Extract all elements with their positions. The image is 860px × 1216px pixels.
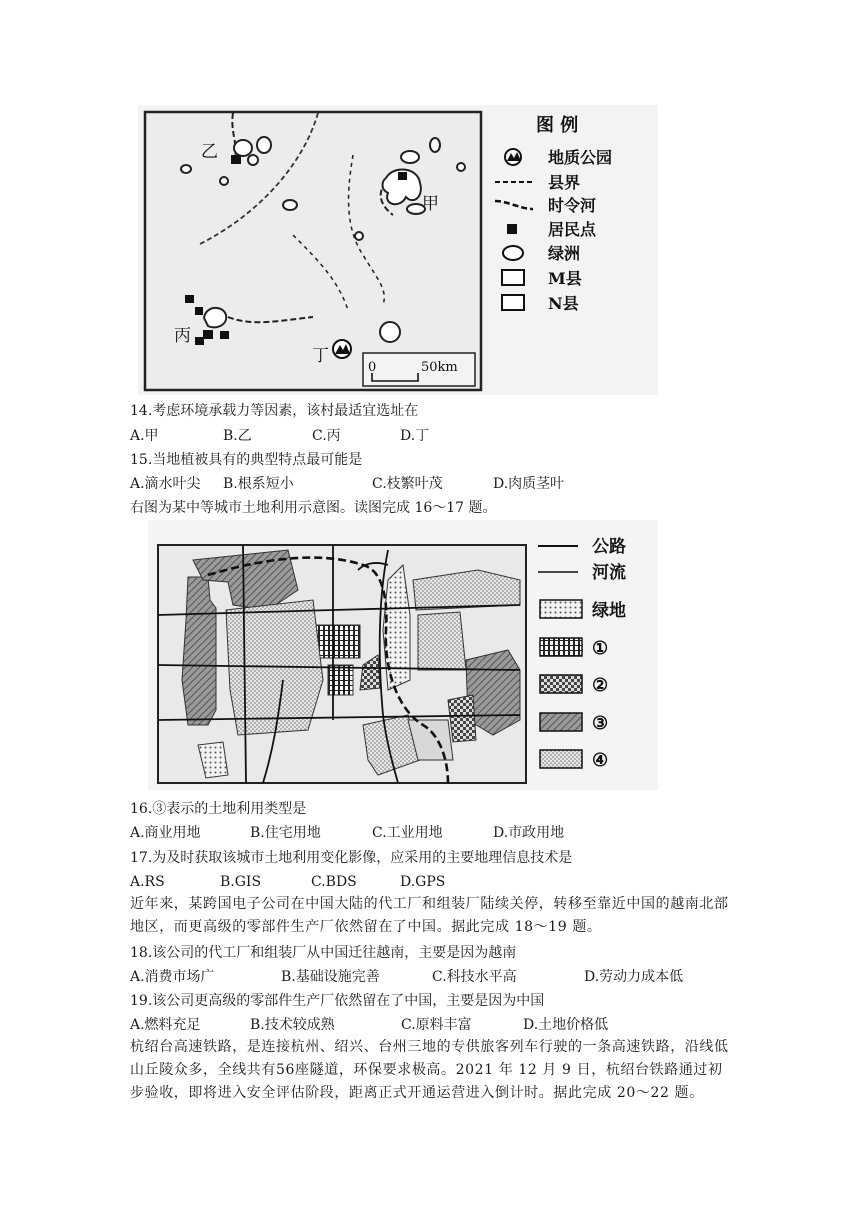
- svg-text:图 例: 图 例: [536, 115, 579, 136]
- option-d: D.GPS: [400, 874, 446, 890]
- question-19: 19.该公司更高级的零部件生产厂依然留在了中国，主要是因为中国: [130, 993, 545, 1009]
- label-bing: 丙: [174, 326, 191, 346]
- svg-text:绿地: 绿地: [592, 601, 626, 621]
- intro-16-17: 右图为某中等城市土地利用示意图。读图完成 16～17 题。: [130, 500, 497, 516]
- option-c: C.工业用地: [372, 825, 443, 841]
- svg-text:0: 0: [368, 360, 377, 375]
- svg-text:河流: 河流: [592, 563, 626, 583]
- svg-text:②: ②: [592, 675, 609, 696]
- svg-text:地质公园: 地质公园: [548, 148, 613, 167]
- option-b: B.基础设施完善: [281, 969, 380, 985]
- option-d: D.肉质茎叶: [493, 476, 565, 492]
- option-a: A.甲: [130, 428, 159, 444]
- label-jia: 甲: [422, 194, 439, 214]
- svg-text:50km: 50km: [421, 360, 458, 375]
- question-17: 17.为及时获取该城市土地利用变化影像，应采用的主要地理信息技术是: [130, 850, 573, 866]
- geopark-icon: [333, 340, 351, 358]
- svg-text:公路: 公路: [592, 537, 626, 557]
- svg-text:N县: N县: [548, 294, 579, 313]
- svg-text:绿洲: 绿洲: [548, 244, 581, 263]
- intro-18-19: 近年来，某跨国电子公司在中国大陆的代工厂和组装厂陆续关停，转移至靠近中国的越南北部地区，而更高级的零部件生产厂依然留在了中国。据此完成 18～19 题。: [130, 896, 729, 935]
- option-a: A.消费市场广: [130, 969, 215, 985]
- option-b: B.GIS: [220, 874, 262, 890]
- svg-text:时令河: 时令河: [548, 196, 597, 215]
- svg-text:④: ④: [592, 750, 609, 771]
- svg-text:③: ③: [592, 713, 609, 734]
- question-16: 16.③表示的土地利用类型是: [130, 801, 307, 817]
- scale-bar: [363, 353, 475, 386]
- option-b: B.技术较成熟: [250, 1017, 335, 1033]
- option-a: A.商业用地: [130, 825, 201, 841]
- question-14: 14.考虑环境承载力等因素，该村最适宜选址在: [130, 403, 419, 419]
- svg-text:①: ①: [592, 638, 609, 659]
- option-b: B.乙: [223, 428, 252, 444]
- option-a: A.滴水叶尖: [130, 476, 201, 492]
- intro-20-22: 杭绍台高速铁路，是连接杭州、绍兴、台州三地的专供旅客列车行驶的一条高速铁路，沿线低山丘陵众多，全线共有56座隧道，环保要求极高。2021 年 12 月 9 日，杭绍台铁路通过初步验收，即将进入安全评估阶段，距离正式开通运营进入倒计时。据此完成 20～22 题。: [130, 1039, 729, 1101]
- option-d: D.市政用地: [493, 825, 565, 841]
- option-b: B.住宅用地: [250, 825, 321, 841]
- option-b: B.根系短小: [223, 476, 294, 492]
- option-c: C.丙: [312, 428, 341, 444]
- oasis-map: [138, 105, 658, 395]
- option-c: C.BDS: [311, 874, 357, 890]
- option-d: D.土地价格低: [523, 1017, 609, 1033]
- question-18: 18.该公司的代工厂和组装厂从中国迁往越南，主要是因为越南: [130, 945, 517, 961]
- question-15: 15.当地植被具有的典型特点最可能是: [130, 452, 363, 468]
- option-d: D.劳动力成本低: [584, 969, 684, 985]
- city-landuse-map: [148, 520, 658, 790]
- option-a: A.燃料充足: [130, 1017, 201, 1033]
- option-c: C.科技水平高: [432, 969, 517, 985]
- option-c: C.枝繁叶茂: [372, 476, 443, 492]
- option-a: A.RS: [130, 874, 165, 890]
- svg-text:县界: 县界: [548, 173, 581, 192]
- label-yi: 乙: [201, 142, 218, 162]
- label-ding: 丁: [312, 346, 329, 366]
- option-c: C.原料丰富: [401, 1017, 472, 1033]
- svg-text:M县: M县: [548, 269, 582, 288]
- option-d: D.丁: [400, 428, 430, 444]
- svg-text:居民点: 居民点: [548, 220, 597, 239]
